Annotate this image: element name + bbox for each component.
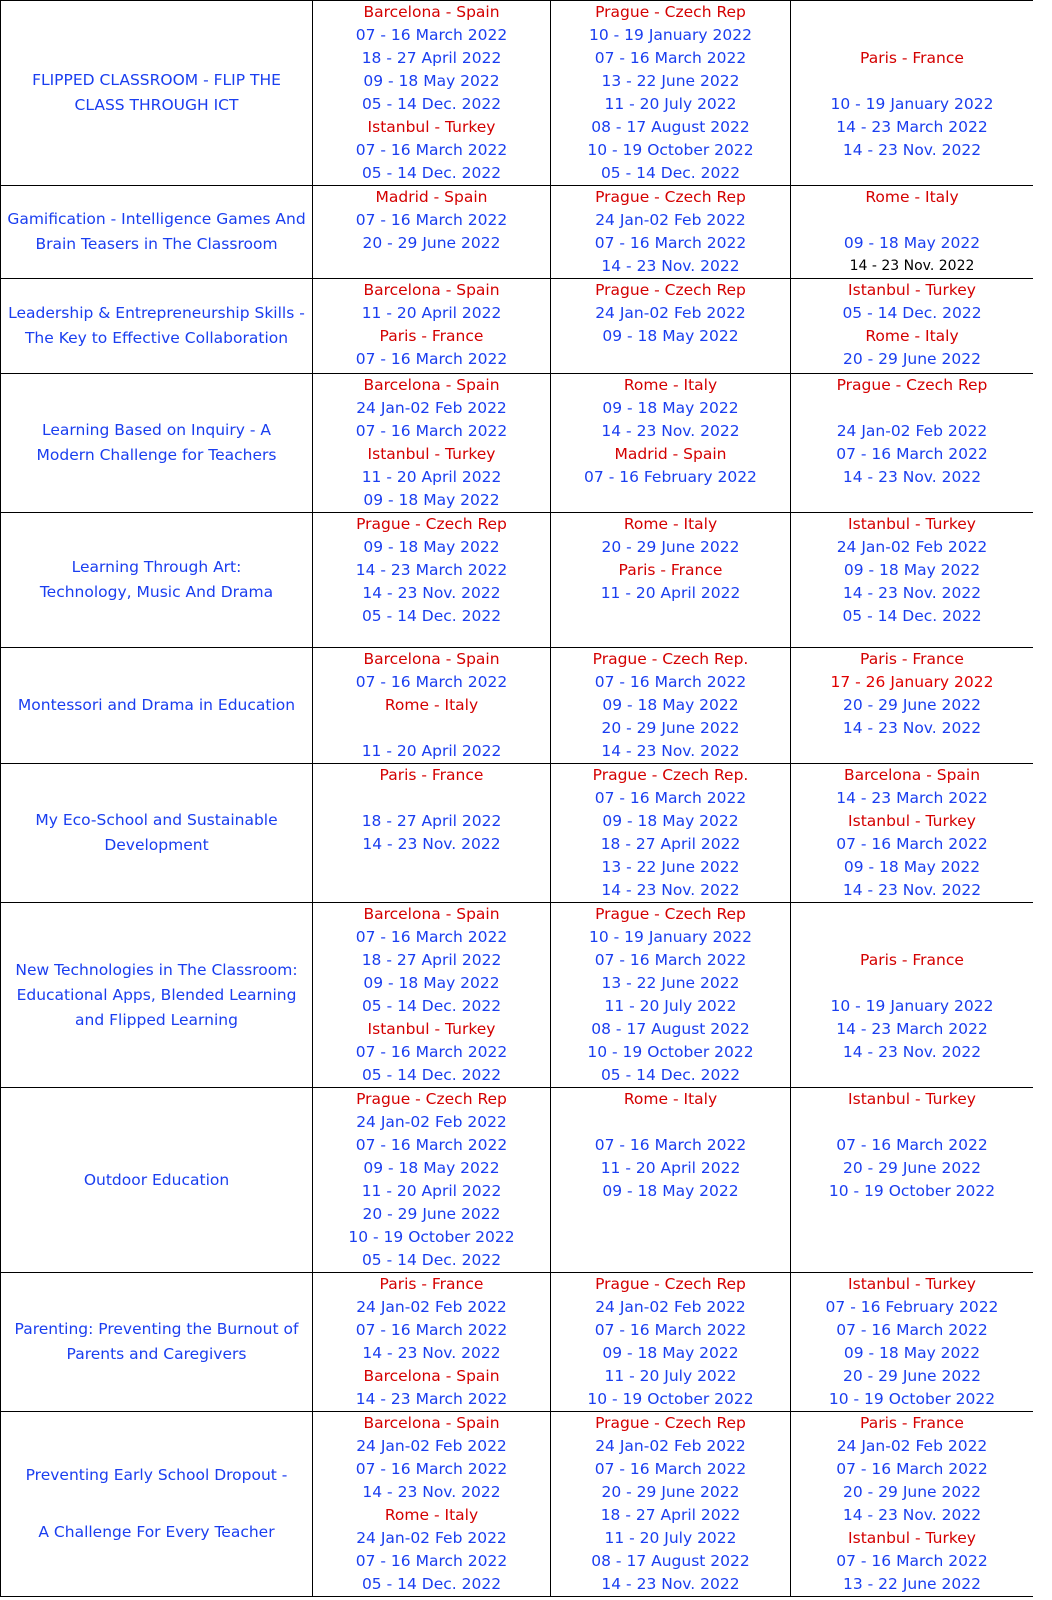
session-date: 07 - 16 March 2022 (594, 951, 747, 969)
session-date: 24 Jan-02 Feb 2022 (356, 1113, 507, 1131)
course-title-line: My Eco-School and Sustainable (35, 811, 278, 829)
session-date: 11 - 20 April 2022 (361, 468, 502, 486)
course-title-cell (1, 374, 313, 513)
spacer (551, 1111, 790, 1134)
session-date: 24 Jan-02 Feb 2022 (595, 1298, 746, 1316)
location-label: Prague - Czech Rep (836, 376, 988, 394)
session-date: 14 - 23 March 2022 (836, 789, 988, 807)
session-date: 10 - 19 October 2022 (587, 141, 754, 159)
session-date: 07 - 16 March 2022 (836, 1460, 988, 1478)
location-label: Paris - France (379, 1275, 484, 1293)
session-date: 13 - 22 June 2022 (843, 1575, 981, 1593)
session-date: 11 - 20 April 2022 (361, 1182, 502, 1200)
location-label: Rome - Italy (865, 188, 959, 206)
spacer (313, 787, 550, 810)
location-label: Rome - Italy (623, 515, 718, 533)
session-date: 20 - 29 June 2022 (843, 1367, 981, 1385)
session-date: 24 Jan-02 Feb 2022 (595, 304, 746, 322)
session-date: 11 - 20 July 2022 (604, 95, 737, 113)
session-date: 14 - 23 March 2022 (836, 1020, 988, 1038)
session-cell (551, 374, 791, 513)
session-cell (551, 513, 791, 648)
session-date: 07 - 16 March 2022 (355, 1136, 508, 1154)
session-date: 05 - 14 Dec. 2022 (600, 164, 741, 182)
session-date: 09 - 18 May 2022 (363, 491, 500, 509)
session-date: 07 - 16 March 2022 (355, 1460, 508, 1478)
course-title-line: Parents and Caregivers (66, 1345, 247, 1363)
course-title-cell (1, 648, 313, 764)
session-date: 11 - 20 April 2022 (361, 742, 502, 760)
session-date: 09 - 18 May 2022 (843, 858, 981, 876)
session-date: 05 - 14 Dec. 2022 (361, 997, 502, 1015)
session-date: 20 - 29 June 2022 (843, 1483, 981, 1501)
session-date: 20 - 29 June 2022 (362, 1205, 501, 1223)
location-label: Rome - Italy (623, 1090, 718, 1108)
session-date: 10 - 19 October 2022 (587, 1390, 754, 1408)
session-date: 05 - 14 Dec. 2022 (361, 164, 502, 182)
session-date: 18 - 27 April 2022 (361, 951, 502, 969)
session-date: 07 - 16 March 2022 (355, 422, 508, 440)
session-date: 14 - 23 Nov. 2022 (601, 742, 740, 760)
session-date: 09 - 18 May 2022 (602, 399, 739, 417)
location-label: Paris - France (379, 766, 484, 784)
session-date: 09 - 18 May 2022 (843, 234, 981, 252)
location-label: Istanbul - Turkey (848, 1090, 976, 1108)
session-date: 24 Jan-02 Feb 2022 (356, 1529, 507, 1547)
spacer (791, 972, 1033, 995)
session-date: 07 - 16 March 2022 (836, 445, 988, 463)
session-date: 09 - 18 May 2022 (602, 696, 739, 714)
session-date: 10 - 19 October 2022 (828, 1182, 996, 1200)
session-date: 07 - 16 March 2022 (594, 49, 747, 67)
spacer (791, 397, 1033, 420)
session-date: 14 - 23 March 2022 (836, 118, 988, 136)
location-label: Prague - Czech Rep (595, 281, 746, 299)
session-date: 14 - 23 Nov. 2022 (842, 584, 982, 602)
location-label: Prague - Czech Rep (595, 3, 746, 21)
location-label: Istanbul - Turkey (367, 1020, 496, 1038)
session-date: 11 - 20 July 2022 (604, 1529, 737, 1547)
session-date: 20 - 29 June 2022 (601, 538, 740, 556)
session-date: 09 - 18 May 2022 (602, 327, 739, 345)
course-row (1, 648, 1034, 764)
session-cell (551, 648, 791, 764)
session-date: 09 - 18 May 2022 (602, 1344, 739, 1362)
session-date: 14 - 23 Nov. 2022 (842, 1043, 982, 1061)
location-label: Prague - Czech Rep (595, 1275, 746, 1293)
location-label: Barcelona - Spain (363, 905, 500, 923)
session-date: 07 - 16 March 2022 (355, 1552, 508, 1570)
location-label: Madrid - Spain (614, 445, 727, 463)
location-label: Barcelona - Spain (363, 281, 500, 299)
spacer (791, 903, 1033, 926)
session-date: 14 - 23 Nov. 2022 (601, 422, 740, 440)
course-title-cell (1, 513, 313, 648)
session-cell (313, 764, 551, 903)
course-title-line: Learning Through Art: (71, 558, 242, 576)
location-label: Barcelona - Spain (363, 1414, 500, 1432)
session-cell (791, 1088, 1034, 1273)
session-cell (313, 279, 551, 374)
session-cell (551, 1088, 791, 1273)
course-title-cell (1, 279, 313, 374)
course-title-line: Modern Challenge for Teachers (36, 446, 277, 464)
session-date: 10 - 19 October 2022 (828, 1390, 996, 1408)
session-date: 05 - 14 Dec. 2022 (842, 607, 982, 625)
course-title-line: New Technologies in The Classroom: (15, 960, 298, 979)
course-title-cell (1, 1, 313, 186)
session-date: 14 - 23 Nov. 2022 (362, 835, 501, 853)
session-cell (791, 279, 1034, 374)
session-date: 14 - 23 Nov. 2022 (842, 881, 982, 899)
session-cell (791, 903, 1034, 1088)
spacer (791, 70, 1033, 93)
session-date: 14 - 23 Nov. 2022 (842, 1506, 982, 1524)
session-date: 07 - 16 February 2022 (825, 1298, 999, 1316)
session-date: 13 - 22 June 2022 (601, 974, 740, 992)
session-date: 20 - 29 June 2022 (601, 1483, 740, 1501)
session-date: 07 - 16 March 2022 (594, 1460, 747, 1478)
session-date: 24 Jan-02 Feb 2022 (356, 1298, 507, 1316)
session-date: 20 - 29 June 2022 (362, 234, 501, 252)
course-row (1, 1, 1034, 186)
course-title-cell (1, 903, 313, 1088)
session-date: 05 - 14 Dec. 2022 (361, 1575, 502, 1593)
session-date: 09 - 18 May 2022 (602, 812, 739, 830)
session-cell (313, 374, 551, 513)
session-date: 05 - 14 Dec. 2022 (361, 607, 502, 625)
session-date: 24 Jan-02 Feb 2022 (356, 399, 507, 417)
location-label: Prague - Czech Rep (595, 188, 746, 206)
course-title-line: Montessori and Drama in Education (17, 696, 296, 714)
session-date: 10 - 19 January 2022 (830, 95, 994, 113)
location-label: Prague - Czech Rep. (592, 650, 749, 668)
session-cell (313, 1088, 551, 1273)
course-title-line: Technology, Music And Drama (39, 583, 274, 601)
session-date: 18 - 27 April 2022 (600, 835, 741, 853)
session-date: 09 - 18 May 2022 (363, 1159, 500, 1177)
session-date: 24 Jan-02 Feb 2022 (836, 422, 988, 440)
session-date: 20 - 29 June 2022 (843, 1159, 981, 1177)
session-cell (551, 186, 791, 279)
course-title-line: The Key to Effective Collaboration (24, 329, 289, 347)
course-row (1, 764, 1034, 903)
location-label: Istanbul - Turkey (848, 515, 976, 533)
session-date: 05 - 14 Dec. 2022 (600, 1066, 741, 1084)
course-title-line (5, 1488, 308, 1520)
course-row (1, 186, 1034, 279)
session-date: 08 - 17 August 2022 (591, 118, 750, 136)
location-label: Paris - France (379, 327, 484, 345)
session-cell (791, 513, 1034, 648)
location-label: Barcelona - Spain (363, 376, 500, 394)
session-date: 14 - 23 Nov. 2022 (849, 258, 975, 274)
session-date: 05 - 14 Dec. 2022 (361, 95, 502, 113)
session-date: 05 - 14 Dec. 2022 (842, 304, 982, 322)
location-label: Prague - Czech Rep (356, 1090, 507, 1108)
session-cell (551, 903, 791, 1088)
course-title-line: Learning Based on Inquiry - A (42, 421, 271, 439)
session-cell (791, 648, 1034, 764)
course-row (1, 1273, 1034, 1412)
session-date: 20 - 29 June 2022 (843, 696, 981, 714)
session-date: 24 Jan-02 Feb 2022 (356, 1437, 507, 1455)
session-cell (791, 186, 1034, 279)
session-date: 10 - 19 January 2022 (830, 997, 994, 1015)
session-cell (791, 1273, 1034, 1412)
session-date: 09 - 18 May 2022 (363, 538, 500, 556)
session-cell (313, 903, 551, 1088)
session-date: 07 - 16 March 2022 (355, 141, 508, 159)
session-date: 18 - 27 April 2022 (361, 49, 502, 67)
spacer (313, 717, 550, 740)
session-cell (551, 1412, 791, 1597)
session-date: 11 - 20 April 2022 (361, 304, 502, 322)
session-date: 07 - 16 March 2022 (594, 234, 747, 252)
session-date: 14 - 23 Nov. 2022 (362, 1483, 501, 1501)
session-date: 14 - 23 Nov. 2022 (842, 141, 982, 159)
session-date: 07 - 16 March 2022 (836, 1321, 988, 1339)
session-date: 07 - 16 March 2022 (355, 673, 508, 691)
location-label: Prague - Czech Rep. (592, 766, 749, 784)
session-cell (313, 648, 551, 764)
location-label: Rome - Italy (623, 376, 718, 394)
session-cell (791, 374, 1034, 513)
session-date: 18 - 27 April 2022 (361, 812, 502, 830)
page-margin (1033, 0, 1052, 1600)
session-date: 24 Jan-02 Feb 2022 (595, 211, 746, 229)
session-date: 24 Jan-02 Feb 2022 (836, 1437, 988, 1455)
session-date: 11 - 20 April 2022 (600, 1159, 741, 1177)
session-cell (313, 1412, 551, 1597)
session-cell (551, 279, 791, 374)
location-label: Prague - Czech Rep (595, 1414, 746, 1432)
session-date: 07 - 16 March 2022 (355, 1321, 508, 1339)
course-title-line: Parenting: Preventing the Burnout of (14, 1320, 299, 1338)
session-cell (551, 1, 791, 186)
course-row (1, 1412, 1034, 1597)
session-cell (313, 186, 551, 279)
session-date: 14 - 23 Nov. 2022 (601, 1575, 740, 1593)
course-title-line: Outdoor Education (83, 1170, 230, 1189)
course-title-line: CLASS THROUGH ICT (74, 96, 239, 114)
session-date: 09 - 18 May 2022 (363, 72, 500, 90)
location-label: Paris - France (618, 561, 723, 579)
session-cell (313, 513, 551, 648)
session-date: 14 - 23 Nov. 2022 (601, 257, 740, 275)
session-date: 07 - 16 March 2022 (836, 1552, 988, 1570)
location-label: Barcelona - Spain (843, 766, 981, 784)
session-date: 07 - 16 March 2022 (355, 26, 508, 44)
session-date: 07 - 16 March 2022 (355, 1043, 508, 1061)
schedule-body (1, 1, 1034, 1597)
session-date: 13 - 22 June 2022 (601, 858, 740, 876)
session-date: 11 - 20 April 2022 (600, 584, 741, 602)
course-title-line: Preventing Early School Dropout - (25, 1466, 288, 1484)
course-title-cell (1, 764, 313, 903)
session-date: 14 - 23 March 2022 (355, 1390, 508, 1408)
spacer (791, 24, 1033, 47)
session-date: 24 Jan-02 Feb 2022 (595, 1437, 746, 1455)
course-title-line: Educational Apps, Blended Learning (16, 985, 297, 1004)
location-label: Istanbul - Turkey (848, 1529, 976, 1547)
location-label: Madrid - Spain (375, 188, 488, 206)
session-date: 07 - 16 March 2022 (594, 673, 747, 691)
spacer (791, 1, 1033, 24)
session-date: 24 Jan-02 Feb 2022 (836, 538, 988, 556)
session-cell (551, 1273, 791, 1412)
session-date: 14 - 23 Nov. 2022 (362, 1344, 501, 1362)
course-title-line: FLIPPED CLASSROOM - FLIP THE (32, 71, 281, 89)
spacer (791, 1111, 1033, 1134)
course-row (1, 279, 1034, 374)
session-date: 09 - 18 May 2022 (602, 1182, 739, 1200)
session-date: 14 - 23 Nov. 2022 (362, 584, 501, 602)
session-date: 09 - 18 May 2022 (843, 561, 981, 579)
location-label: Prague - Czech Rep (595, 905, 746, 923)
session-cell (791, 1412, 1034, 1597)
location-label: Barcelona - Spain (363, 3, 500, 21)
session-date: 14 - 23 Nov. 2022 (601, 881, 740, 899)
session-date: 07 - 16 March 2022 (355, 350, 508, 368)
location-label: Istanbul - Turkey (848, 281, 976, 299)
session-cell (551, 764, 791, 903)
location-label: Paris - France (860, 49, 964, 67)
session-date: 14 - 23 March 2022 (355, 561, 508, 579)
course-title-cell (1, 1412, 313, 1597)
session-cell (313, 1, 551, 186)
location-label: Istanbul - Turkey (848, 1275, 976, 1293)
session-date: 08 - 17 August 2022 (591, 1552, 750, 1570)
session-date: 07 - 16 March 2022 (355, 211, 508, 229)
session-date: 05 - 14 Dec. 2022 (361, 1251, 502, 1269)
session-date: 08 - 17 August 2022 (591, 1020, 750, 1038)
location-label: Istanbul - Turkey (367, 118, 496, 136)
session-date: 17 - 26 January 2022 (830, 673, 994, 691)
session-date: 11 - 20 July 2022 (604, 997, 737, 1015)
session-date: 10 - 19 January 2022 (589, 26, 752, 44)
location-label: Barcelona - Spain (363, 1367, 500, 1385)
session-date: 07 - 16 March 2022 (594, 789, 747, 807)
session-date: 07 - 16 March 2022 (594, 1136, 747, 1154)
location-label: Rome - Italy (384, 1506, 479, 1524)
location-label: Istanbul - Turkey (848, 812, 976, 830)
course-title-cell (1, 1088, 313, 1273)
session-date: 07 - 16 March 2022 (594, 1321, 747, 1339)
course-title-line: Development (104, 836, 209, 854)
session-cell (791, 1, 1034, 186)
session-date: 10 - 19 October 2022 (348, 1228, 515, 1246)
location-label: Barcelona - Spain (363, 650, 500, 668)
session-date: 05 - 14 Dec. 2022 (361, 1066, 502, 1084)
location-label: Rome - Italy (865, 327, 959, 345)
location-label: Prague - Czech Rep (356, 515, 507, 533)
course-title-line: Brain Teasers in The Classroom (35, 235, 278, 253)
location-label: Paris - France (860, 951, 964, 969)
session-date: 10 - 19 October 2022 (587, 1043, 754, 1061)
course-row (1, 903, 1034, 1088)
course-title-cell (1, 1273, 313, 1412)
location-label: Paris - France (860, 650, 964, 668)
session-date: 11 - 20 July 2022 (604, 1367, 737, 1385)
session-date: 13 - 22 June 2022 (601, 72, 740, 90)
session-date: 18 - 27 April 2022 (600, 1506, 741, 1524)
session-date: 09 - 18 May 2022 (363, 974, 500, 992)
spacer (791, 209, 1033, 232)
location-label: Istanbul - Turkey (367, 445, 496, 463)
spacer (791, 926, 1033, 949)
session-cell (313, 1273, 551, 1412)
session-date: 14 - 23 Nov. 2022 (842, 468, 982, 486)
course-title-line: and Flipped Learning (75, 1010, 238, 1029)
course-title-line: Leadership & Entrepreneurship Skills - (8, 304, 305, 322)
location-label: Rome - Italy (384, 696, 479, 714)
course-title-cell (1, 186, 313, 279)
session-date: 07 - 16 March 2022 (836, 1136, 988, 1154)
course-title-line: Gamification - Intelligence Games And (7, 210, 306, 228)
session-date: 07 - 16 March 2022 (355, 928, 508, 946)
session-date: 07 - 16 March 2022 (836, 835, 988, 853)
course-row (1, 1088, 1034, 1273)
session-date: 07 - 16 February 2022 (584, 468, 757, 486)
session-date: 10 - 19 January 2022 (589, 928, 752, 946)
course-row (1, 374, 1034, 513)
location-label: Paris - France (860, 1414, 964, 1432)
course-row (1, 513, 1034, 648)
session-date: 09 - 18 May 2022 (843, 1344, 981, 1362)
session-date: 20 - 29 June 2022 (843, 350, 981, 368)
session-date: 14 - 23 Nov. 2022 (842, 719, 982, 737)
session-date: 20 - 29 June 2022 (601, 719, 740, 737)
session-cell (791, 764, 1034, 903)
course-title-line: A Challenge For Every Teacher (38, 1523, 275, 1541)
